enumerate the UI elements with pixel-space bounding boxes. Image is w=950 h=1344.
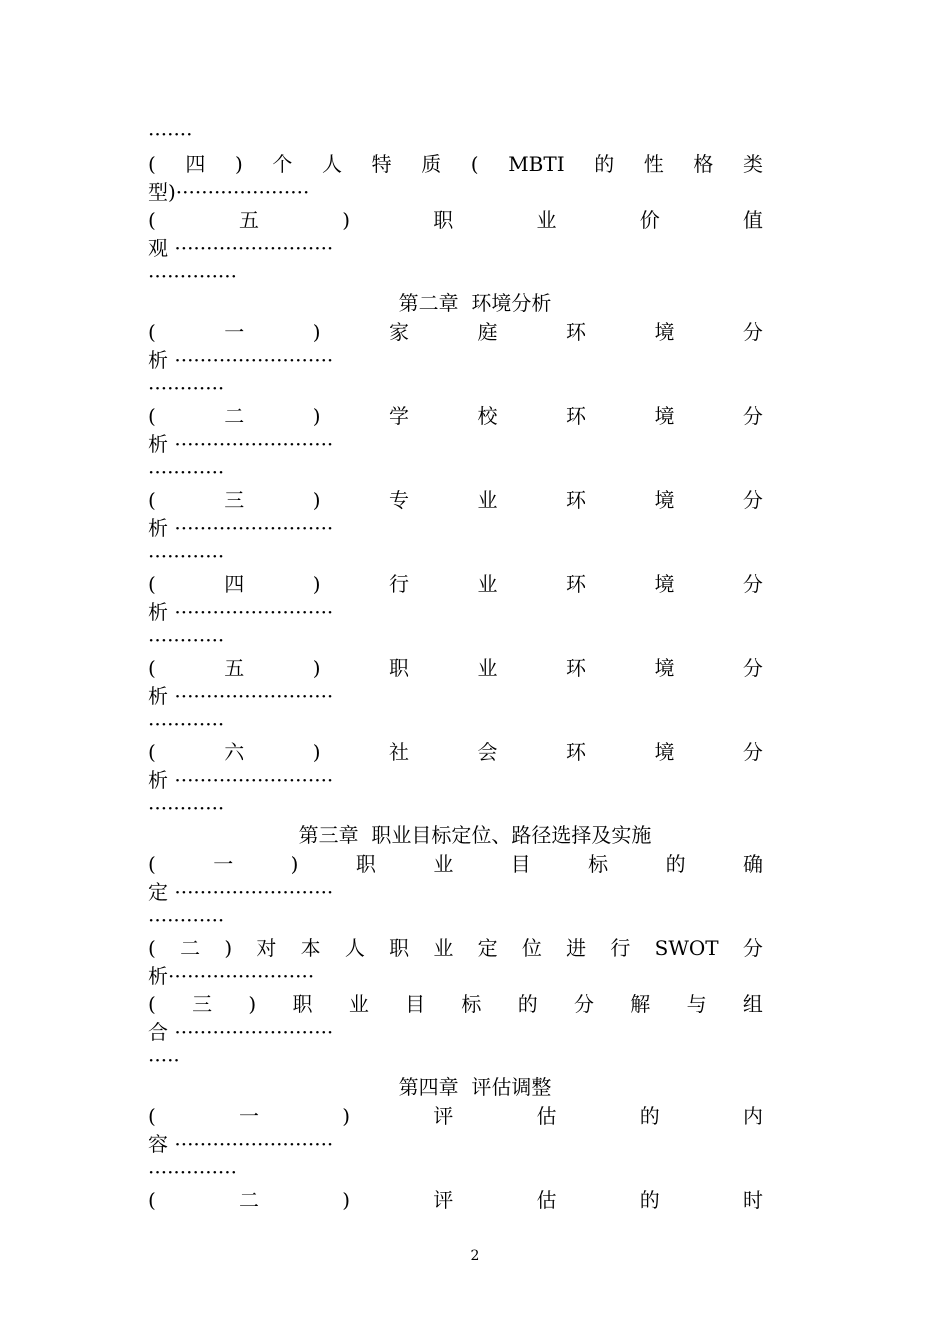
toc-line bbox=[148, 458, 763, 486]
toc-token: ( bbox=[148, 208, 156, 232]
chapter-heading: 第三章 职业目标定位、路径选择及实施 bbox=[298, 823, 652, 847]
toc-line bbox=[148, 430, 763, 458]
toc-line bbox=[148, 906, 763, 934]
toc-token: ············ bbox=[148, 796, 225, 820]
toc-line bbox=[148, 318, 763, 346]
toc-line bbox=[148, 374, 763, 402]
toc-token: 估 bbox=[536, 1104, 557, 1128]
toc-token: ············ bbox=[148, 376, 225, 400]
toc-token: 境 bbox=[654, 404, 675, 428]
toc-token: 确 bbox=[743, 852, 763, 876]
toc-line bbox=[148, 598, 763, 626]
toc-token: ············ bbox=[148, 908, 225, 932]
toc-token: 环 bbox=[565, 404, 586, 428]
toc-token: 环 bbox=[565, 572, 586, 596]
toc-token: ( bbox=[148, 1104, 156, 1128]
toc-token: ) bbox=[224, 936, 233, 960]
toc-token: ) bbox=[312, 572, 321, 596]
toc-token: 境 bbox=[654, 572, 675, 596]
toc-token: 对 bbox=[256, 936, 277, 960]
toc-line bbox=[148, 654, 763, 682]
toc-token: 分 bbox=[742, 320, 763, 344]
toc-token: 分 bbox=[574, 992, 594, 1016]
chapter-heading: 第二章 环境分析 bbox=[398, 291, 552, 315]
toc-line bbox=[148, 738, 763, 766]
toc-token: 解 bbox=[630, 992, 651, 1016]
toc-token: 分 bbox=[742, 572, 763, 596]
toc-token: · bbox=[173, 122, 180, 146]
toc-token: 一 bbox=[213, 852, 234, 876]
toc-token: 值 bbox=[742, 208, 763, 232]
toc-token: ·············· bbox=[148, 1160, 238, 1184]
toc-line bbox=[148, 234, 763, 262]
toc-token: 的 bbox=[594, 152, 615, 176]
toc-line bbox=[148, 486, 763, 514]
toc-token: ( bbox=[148, 936, 156, 960]
toc-token: 业 bbox=[433, 852, 454, 876]
toc-token: 会 bbox=[477, 740, 498, 764]
toc-line bbox=[148, 962, 763, 990]
toc-line bbox=[148, 178, 763, 206]
toc-token: 定 ························· bbox=[148, 880, 334, 904]
toc-token: ( bbox=[470, 152, 479, 176]
toc-token: ) bbox=[342, 1188, 351, 1212]
toc-token: 四 bbox=[224, 572, 245, 596]
toc-token: 三 bbox=[224, 488, 245, 512]
toc-line bbox=[148, 850, 763, 878]
toc-token: 分 bbox=[742, 656, 763, 680]
toc-token: 型)····················· bbox=[148, 180, 310, 204]
toc-token: 与 bbox=[686, 992, 707, 1016]
toc-token: ············ bbox=[148, 544, 225, 568]
toc-token: ) bbox=[312, 320, 321, 344]
toc-token: ( bbox=[148, 488, 156, 512]
toc-token: 的 bbox=[517, 992, 538, 1016]
toc-token: 专 bbox=[389, 488, 410, 512]
toc-token: · bbox=[179, 122, 187, 146]
toc-token: · bbox=[167, 122, 174, 146]
toc-token: ············ bbox=[148, 712, 225, 736]
toc-token: ············ bbox=[148, 460, 225, 484]
toc-token: ············ bbox=[148, 628, 225, 652]
toc-token: 析 ························· bbox=[148, 432, 334, 456]
toc-line bbox=[148, 1130, 763, 1158]
toc-token: 职 bbox=[433, 208, 454, 232]
toc-token: ) bbox=[312, 404, 321, 428]
toc-line bbox=[148, 570, 763, 598]
toc-token: ) bbox=[248, 992, 257, 1016]
toc-token: 析 ························· bbox=[148, 768, 334, 792]
toc-token: 析 ························· bbox=[148, 516, 334, 540]
toc-token: 家 bbox=[389, 320, 410, 344]
toc-token: 业 bbox=[348, 992, 369, 1016]
toc-line bbox=[148, 626, 763, 654]
toc-token: 分 bbox=[742, 936, 763, 960]
toc-token: 合 ························· bbox=[148, 1020, 334, 1044]
toc-token: ( bbox=[148, 1188, 156, 1212]
toc-token: 析 ························· bbox=[148, 684, 334, 708]
toc-token: 目 bbox=[510, 852, 531, 876]
toc-token: 五 bbox=[239, 208, 260, 232]
toc-token: 的 bbox=[639, 1104, 660, 1128]
toc-line bbox=[148, 262, 763, 290]
toc-token: 分 bbox=[742, 404, 763, 428]
toc-token: 业 bbox=[433, 936, 454, 960]
toc-token: MBTI bbox=[508, 152, 565, 176]
toc-token: 一 bbox=[239, 1104, 260, 1128]
toc-token: · bbox=[154, 122, 161, 146]
toc-line bbox=[148, 346, 763, 374]
toc-token: 定 bbox=[477, 936, 498, 960]
toc-token: 二 bbox=[224, 404, 245, 428]
toc-line bbox=[148, 1186, 763, 1214]
toc-line bbox=[148, 1102, 763, 1130]
toc-token: 境 bbox=[654, 740, 675, 764]
toc-line bbox=[148, 682, 763, 710]
toc-token: 分 bbox=[742, 740, 763, 764]
toc-token: ( bbox=[148, 572, 156, 596]
toc-token: 质 bbox=[421, 152, 442, 176]
toc-token: ) bbox=[312, 740, 321, 764]
toc-token: 析······················· bbox=[148, 964, 315, 988]
toc-token: 内 bbox=[742, 1104, 763, 1128]
toc-token: 业 bbox=[477, 656, 498, 680]
toc-token: 境 bbox=[654, 656, 675, 680]
toc-token: 三 bbox=[192, 992, 213, 1016]
toc-token: 五 bbox=[224, 656, 245, 680]
toc-token: ) bbox=[342, 1104, 351, 1128]
toc-token: 职 bbox=[355, 852, 376, 876]
toc-token: · bbox=[148, 122, 155, 146]
toc-line bbox=[148, 1046, 763, 1074]
toc-token: 学 bbox=[389, 404, 410, 428]
toc-line bbox=[148, 1018, 763, 1046]
toc-line bbox=[148, 542, 763, 570]
toc-token: 六 bbox=[224, 740, 245, 764]
toc-token: 职 bbox=[292, 992, 313, 1016]
toc-token: 环 bbox=[565, 740, 586, 764]
toc-token: 标 bbox=[461, 992, 482, 1016]
toc-token: 特 bbox=[371, 152, 392, 176]
toc-token: 庭 bbox=[477, 320, 498, 344]
toc-token: 价 bbox=[639, 208, 660, 232]
toc-token: ( bbox=[148, 992, 156, 1016]
toc-token: 校 bbox=[477, 404, 498, 428]
toc-token: ····· bbox=[148, 1048, 180, 1072]
toc-token: 标 bbox=[588, 852, 609, 876]
toc-token: ) bbox=[312, 488, 321, 512]
toc-token: 业 bbox=[536, 208, 557, 232]
toc-token: 行 bbox=[389, 572, 410, 596]
toc-token: ( bbox=[148, 740, 156, 764]
toc-token: 业 bbox=[477, 572, 498, 596]
toc-line bbox=[148, 934, 763, 962]
toc-token: 人 bbox=[344, 936, 365, 960]
toc-token: 时 bbox=[742, 1188, 763, 1212]
toc-token: ( bbox=[148, 852, 156, 876]
toc-token: 业 bbox=[477, 488, 498, 512]
toc-token: ·············· bbox=[148, 264, 238, 288]
toc-token: · bbox=[160, 122, 168, 146]
toc-token: 境 bbox=[654, 320, 675, 344]
toc-token: 二 bbox=[239, 1188, 260, 1212]
toc-token: 二 bbox=[180, 936, 201, 960]
toc-line bbox=[148, 878, 763, 906]
toc-token: SWOT bbox=[654, 936, 719, 960]
toc-token: 人 bbox=[322, 152, 342, 176]
toc-token: ) bbox=[312, 656, 321, 680]
toc-token: 环 bbox=[565, 320, 586, 344]
toc-line bbox=[148, 120, 763, 148]
page-number: 2 bbox=[470, 1248, 480, 1264]
toc-token: ) bbox=[290, 852, 299, 876]
toc-token: 容 ························· bbox=[148, 1132, 334, 1156]
toc-token: 析 ························· bbox=[148, 600, 334, 624]
toc-line bbox=[148, 402, 763, 430]
toc-token: ( bbox=[148, 320, 156, 344]
toc-token: 环 bbox=[565, 656, 586, 680]
toc-token: 的 bbox=[665, 852, 686, 876]
toc-token: 进 bbox=[566, 936, 587, 960]
toc-token: ( bbox=[148, 656, 156, 680]
toc-token: 行 bbox=[610, 936, 631, 960]
toc-line bbox=[148, 990, 763, 1018]
toc-token: 目 bbox=[405, 992, 426, 1016]
toc-token: ) bbox=[342, 208, 351, 232]
toc-token: 一 bbox=[224, 320, 245, 344]
toc-token: 个 bbox=[272, 152, 293, 176]
toc-token: 格 bbox=[693, 152, 714, 176]
toc-line bbox=[148, 794, 763, 822]
toc-token: 性 bbox=[643, 152, 664, 176]
toc-line bbox=[148, 766, 763, 794]
toc-token: 职 bbox=[389, 936, 410, 960]
toc-line bbox=[148, 206, 763, 234]
toc-line bbox=[148, 710, 763, 738]
toc-token: 本 bbox=[300, 936, 321, 960]
toc-token: 的 bbox=[639, 1188, 660, 1212]
toc-token: 组 bbox=[742, 992, 763, 1016]
toc-token: 类 bbox=[742, 152, 763, 176]
toc-token: 四 bbox=[185, 152, 206, 176]
toc-line bbox=[148, 1158, 763, 1186]
toc-token: 境 bbox=[654, 488, 675, 512]
toc-token: · bbox=[186, 122, 193, 146]
chapter-heading: 第四章 评估调整 bbox=[398, 1075, 552, 1099]
toc-token: 分 bbox=[742, 488, 763, 512]
toc-token: 社 bbox=[389, 740, 410, 764]
toc-token: 评 bbox=[433, 1188, 454, 1212]
toc-token: ( bbox=[148, 404, 156, 428]
toc-token: ( bbox=[148, 152, 156, 176]
toc-token: 环 bbox=[565, 488, 586, 512]
toc-token: 职 bbox=[389, 656, 410, 680]
toc-line bbox=[148, 150, 763, 178]
toc-token: 位 bbox=[521, 936, 542, 960]
toc-token: 评 bbox=[433, 1104, 454, 1128]
toc-line bbox=[148, 514, 763, 542]
toc-token: 观 ························· bbox=[148, 236, 334, 260]
toc-token: 估 bbox=[536, 1188, 557, 1212]
toc-token: ) bbox=[235, 152, 243, 176]
toc-token: 析 ························· bbox=[148, 348, 334, 372]
